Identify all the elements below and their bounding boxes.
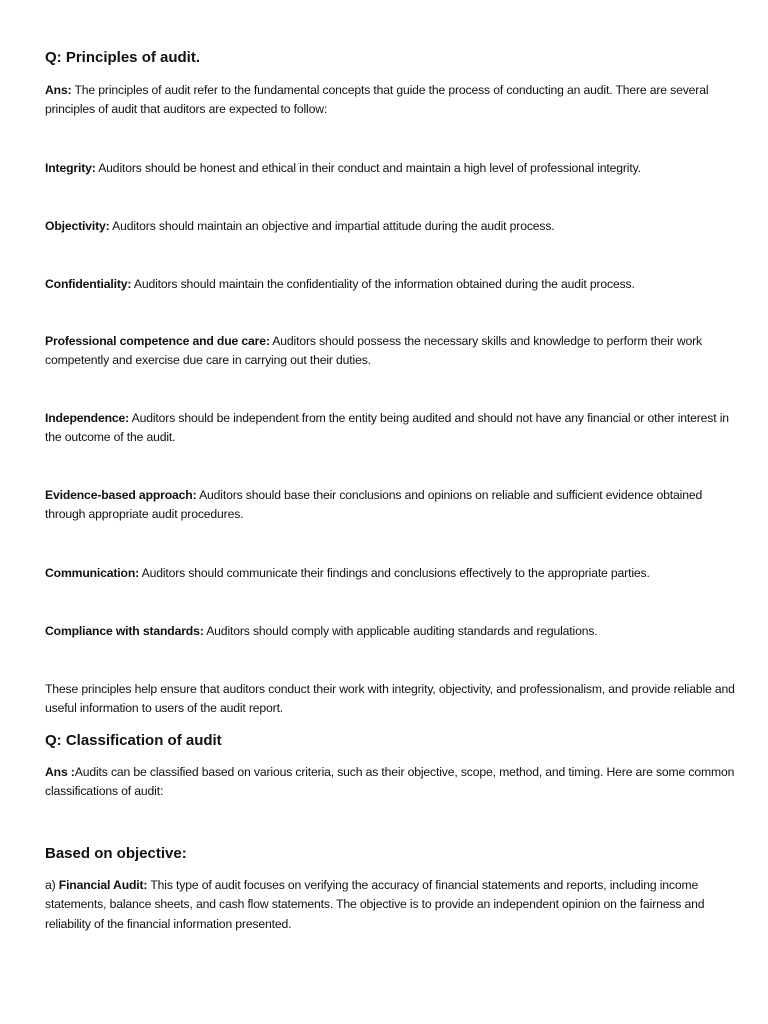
- item-text: This type of audit focuses on verifying the accuracy of financial statements and reports, including income statements, balance sheets, and cash flow statements. The objective is to provide an independent opinion on the fairness and reliability of the financial information presented.: [45, 878, 705, 931]
- principle-label: Professional competence and due care:: [45, 334, 270, 348]
- principle-text: Auditors should communicate their findings and conclusions effectively to the appropriate parties.: [139, 566, 650, 580]
- item-label: Financial Audit:: [58, 878, 148, 892]
- principle-text: Auditors should be honest and ethical in their conduct and maintain a high level of professional integrity.: [95, 161, 641, 175]
- principle-label: Independence:: [45, 411, 130, 425]
- principle-text: Auditors should maintain an objective and impartial attitude during the audit process.: [109, 219, 555, 233]
- principle-confidentiality: [45, 275, 735, 294]
- principle-evidence-based: [45, 486, 735, 525]
- principles-conclusion: These principles help ensure that auditors conduct their work with integrity, objectivity, and professionalism, and provide reliable and useful information to users of the audit report.: [45, 682, 735, 716]
- principle-label: Evidence-based approach:: [45, 488, 197, 502]
- principle-compliance: [45, 622, 735, 641]
- principle-text: Auditors should be independent from the entity being audited and should not have any financial or other interest in the outcome of the audit.: [45, 411, 729, 445]
- classification-financial-audit: [45, 876, 735, 934]
- answer-intro-classification: [45, 763, 735, 802]
- principle-objectivity: [45, 217, 735, 236]
- answer-intro-principles: [45, 81, 735, 120]
- principle-independence: [45, 409, 735, 448]
- principle-text: Auditors should comply with applicable auditing standards and regulations.: [203, 624, 598, 638]
- principle-integrity: [45, 159, 735, 178]
- answer-label: Ans :: [45, 765, 75, 779]
- principle-label: Integrity:: [45, 161, 96, 175]
- principle-label: Compliance with standards:: [45, 624, 204, 638]
- question-heading-classification: Q: Classification of audit: [45, 732, 222, 749]
- principle-text: Auditors should base their conclusions and opinions on reliable and sufficient evidence obtained through appropriate audit procedures.: [45, 488, 703, 522]
- answer-text: Audits can be classified based on various criteria, such as their objective, scope, method, and timing. Here are some common classifications of audit:: [45, 765, 735, 799]
- subheading-based-on-objective: Based on objective:: [45, 845, 187, 862]
- principle-professional-competence: [45, 332, 735, 371]
- item-prefix: a): [45, 878, 59, 892]
- principle-text: Auditors should maintain the confidentiality of the information obtained during the audit process.: [131, 277, 635, 291]
- principle-label: Objectivity:: [45, 219, 110, 233]
- principle-label: Communication:: [45, 566, 140, 580]
- principle-text: Auditors should possess the necessary skills and knowledge to perform their work competently and exercise due care in carrying out their duties.: [45, 334, 702, 368]
- answer-label: Ans:: [45, 83, 72, 97]
- answer-text: The principles of audit refer to the fundamental concepts that guide the process of conducting an audit. There are several principles of audit that auditors are expected to follow:: [45, 83, 709, 117]
- principle-communication: [45, 564, 735, 583]
- question-heading-principles: Q: Principles of audit.: [45, 49, 201, 66]
- principle-label: Confidentiality:: [45, 277, 132, 291]
